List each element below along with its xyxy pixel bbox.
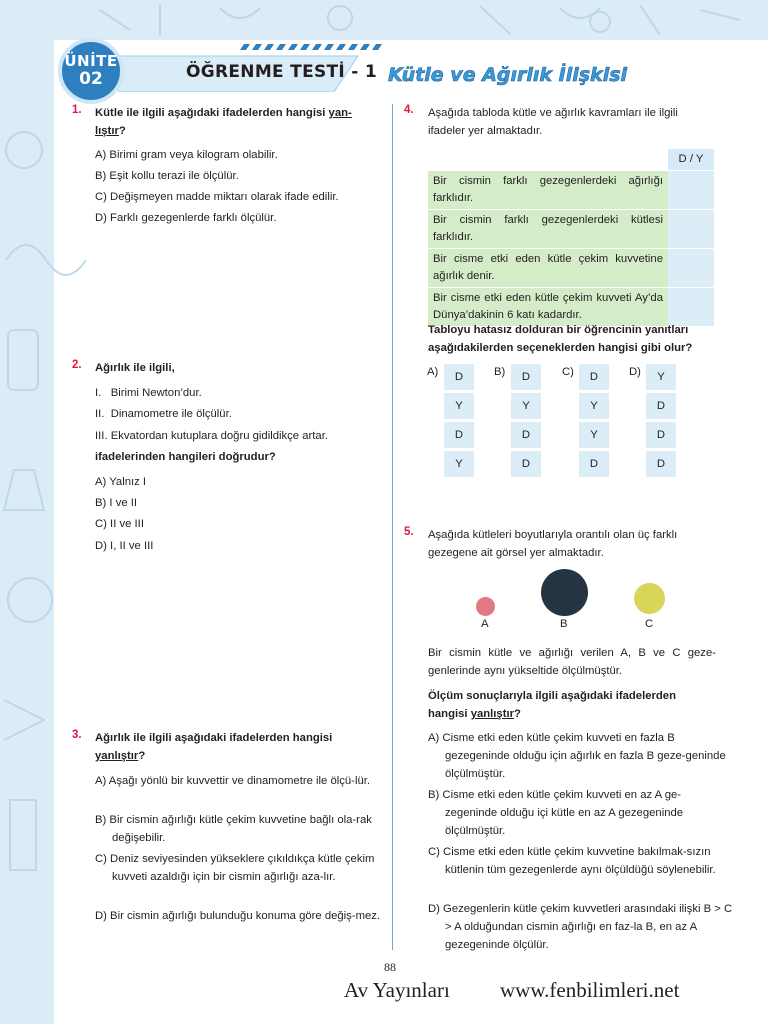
q4-choice-b-label[interactable]: B) [494,366,506,378]
q4-table-corner [428,149,668,170]
q1-stem-end: ? [118,125,126,137]
q1-option-d[interactable]: D) Farklı gezegenlerde farklı ölçülür. [95,212,277,224]
q3-number: 3. [72,729,82,741]
q2-option-d[interactable]: D) I, II ve III [95,540,154,552]
q4-statement-1: Bir cismin farklı gezegenlerdeki ağırlığı farklıdır. [428,171,668,209]
publisher-name: Av Yayınları [344,978,450,1002]
q4-table-header-row [428,149,714,170]
q4-answer-cell-1[interactable] [668,171,714,209]
q4-choice-d-3: D [646,422,676,448]
q4-choice-b-1: D [511,364,541,390]
q2-number: 2. [72,359,82,371]
q3-stem [95,729,383,765]
q5-stem-end: ? [514,708,521,720]
q4-question: Tabloyu hatasız dolduran bir öğrencinin yanıtları aşağıdakilerden seçeneklerden hangisi gibi olur? [428,324,693,354]
q4-table-row [428,249,714,287]
q2-item-2: II. Dinamometre ile ölçülür. [95,408,232,420]
q1-option-c[interactable]: C) Değişmeyen madde miktarı olarak ifade edilir. [95,191,339,203]
planet-b [541,569,588,616]
q3-option-b[interactable]: B) Bir cismin ağırlığı kütle çekim kuvvetine bağlı ola-rak değişebilir. [95,814,372,844]
q1-option-a[interactable]: A) Birimi gram veya kilogram olabilir. [95,149,278,161]
q3-option-c[interactable]: C) Deniz seviyesinden yükseklere çıkıldıkça kütle çekim kuvveti azaldığı için bir cismin ağırlığı aza-lır. [95,853,375,883]
planet-c [634,583,665,614]
q4-statement-3: Bir cisme etki eden kütle çekim kuvvetine ağırlık denir. [428,249,668,287]
q5-number: 5. [404,526,414,538]
q5-option-d[interactable]: D) Gezegenlerin kütle çekim kuvvetleri arasındaki ilişki B > C > A olduğundan cismin ağırlığı en faz-la B, en az A gezegeninde ölçülür. [428,903,733,951]
q3-option-a[interactable]: A) Aşağı yönlü bir kuvvettir ve dinamometre ile ölçü-lür. [95,775,371,787]
q4-choice-a-1: D [444,364,474,390]
q4-statement-2: Bir cismin farklı gezegenlerdeki kütlesi farklıdır. [428,210,668,248]
q4-choice-b-2: Y [511,393,541,419]
q2-item-3: III. Ekvatordan kutuplara doğru gidildikçe artar. [95,430,328,442]
q1-number: 1. [72,104,82,116]
unit-label: ÜNİTE [64,52,118,70]
header-stripes [124,44,388,50]
q4-intro: Aşağıda tabloda kütle ve ağırlık kavramları ile ilgili ifadeler yer almaktadır. [428,107,678,137]
q1-stem-underline: yan- [328,107,352,119]
q1-stem [95,104,383,140]
q4-choice-c-label[interactable]: C) [562,366,574,378]
q5-option-c[interactable]: C) Cisme etki eden kütle çekim kuvvetine bakılmak-sızın kütlenin tüm gezegenlerde aynı ölçüldüğü söylenebilir. [428,846,716,876]
q4-choice-d-2: D [646,393,676,419]
q2-stem: Ağırlık ile ilgili, [95,362,175,374]
test-title: ÖĞRENME TESTİ - 1 [186,62,377,82]
q4-choice-a-label[interactable]: A) [427,366,439,378]
planet-a-label: A [481,618,489,630]
q3-stem-text: Ağırlık ile ilgili aşağıdaki ifadelerden hangisi [95,732,333,744]
q3-option-d[interactable]: D) Bir cismin ağırlığı bulunduğu konuma göre değiş-mez. [95,910,381,922]
q5-intro: Aşağıda kütleleri boyutlarıyla orantılı olan üç farklı gezegene ait görsel yer almaktadır. [428,529,678,559]
q4-choice-d-1: Y [646,364,676,390]
q4-choice-d-4: D [646,451,676,477]
q2-option-b[interactable]: B) I ve II [95,497,138,509]
q4-choice-d-label[interactable]: D) [629,366,641,378]
q5-stem-text: Ölçüm sonuçlarıyla ilgili aşağıdaki ifadelerden hangisi [428,690,676,720]
q4-answer-cell-3[interactable] [668,249,714,287]
q4-statement-4: Bir cisme etki eden kütle çekim kuvveti Ay’da Dünya’dakinin 6 katı kadardır. [428,288,668,326]
q4-choice-c-3: Y [579,422,609,448]
q4-answer-cell-2[interactable] [668,210,714,248]
q4-choice-b-3: D [511,422,541,448]
q3-stem-end: ? [138,750,146,762]
q4-table-header: D / Y [668,149,714,170]
q5-stem [428,687,716,723]
q4-choice-c-1: D [579,364,609,390]
planet-b-label: B [560,618,568,630]
topic-title: Kütle ve Ağırlık İlişkisi [388,64,628,86]
q5-stem-underline: yanlıştır [470,708,515,720]
q4-choice-b-4: D [511,451,541,477]
q2-question: ifadelerinden hangileri doğrudur? [95,451,276,463]
q2-item-1: I. Birimi Newton’dur. [95,387,202,399]
q2-option-a[interactable]: A) Yalnız I [95,476,147,488]
q4-table-row [428,171,714,209]
q5-text: Bir cismin kütle ve ağırlığı verilen A, B ve C geze-genlerinde aynı yükseltide ölçülmüştür. [428,647,716,677]
q2-option-c[interactable]: C) II ve III [95,518,144,530]
q5-option-b[interactable]: B) Cisme etki eden kütle çekim kuvveti en az A ge-zegeninde olduğu içi kütle en az A gezegeninde ölçülmüştür. [428,789,684,837]
q4-choice-c-4: D [579,451,609,477]
q4-table-row [428,210,714,248]
unit-number: 02 [79,69,103,89]
q1-stem-underline-2: lıştır [95,125,119,137]
q4-number: 4. [404,104,414,116]
page-number: 88 [384,960,396,974]
q4-choice-a-2: Y [444,393,474,419]
planet-c-label: C [645,618,654,630]
q3-stem-underline: yanlıştır [95,750,139,762]
q4-choice-a-3: D [444,422,474,448]
unit-badge [58,38,124,104]
q1-option-b[interactable]: B) Eşit kollu terazi ile ölçülür. [95,170,239,182]
q5-option-a[interactable]: A) Cisme etki eden kütle çekim kuvveti en fazla B gezegeninde olduğu için ağırlık en fazla B geze-geninde ölçülmüştür. [428,732,726,780]
website-link[interactable]: www.fenbilimleri.net [500,978,680,1002]
planet-a [476,597,495,616]
q4-table [428,148,714,327]
q4-choice-a-4: Y [444,451,474,477]
q1-stem-text: Kütle ile ilgili aşağıdaki ifadelerden hangisi [95,107,329,119]
q4-choice-c-2: Y [579,393,609,419]
